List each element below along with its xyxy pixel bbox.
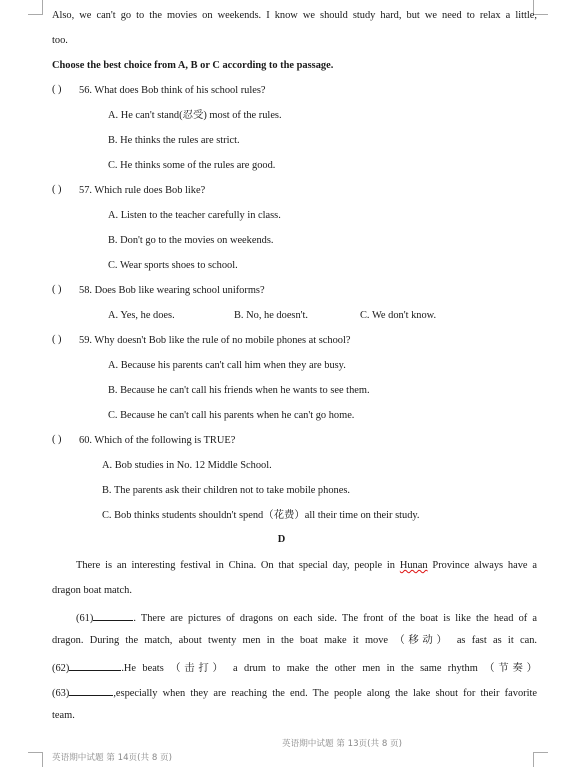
blank-61[interactable] [93,609,133,621]
passage-d-text: ,especially when they are reaching the end. The people along the lake shout for their favorite [113,688,537,699]
option-57-b: B. Don't go to the movies on weekends. [108,235,274,246]
passage-d-text: There is an interesting festival in China. On that special day, people in [76,560,400,571]
option-56-b: B. He thinks the rules are strict. [108,135,240,146]
option-56-c: C. He thinks some of the rules are good. [108,160,276,171]
intro-line-2: too. [52,35,68,46]
option-60-a: A. Bob studies in No. 12 Middle School. [102,460,272,471]
option-60-b: B. The parents ask their children not to take mobile phones. [102,485,350,496]
passage-d-text: . There are pictures of dragons on each side. The front of the boat is like the head of a [133,613,537,624]
answer-blank-57[interactable]: ( ) [52,184,62,195]
section-heading-d: D [277,534,286,545]
blank-63-number: (63) [52,688,70,699]
blank-61-number: (61) [76,613,94,624]
question-56: 56. What does Bob think of his school rules? [79,85,266,96]
option-57-a: A. Listen to the teacher carefully in class. [108,210,281,221]
option-58-c: C. We don't know. [360,310,437,321]
answer-blank-58[interactable]: ( ) [52,284,62,295]
option-60-c: C. Bob thinks students shouldn't spend（花费）all their time on their study. [102,510,420,521]
answer-blank-56[interactable]: ( ) [52,84,62,95]
option-57-c: C. Wear sports shoes to school. [108,260,238,271]
option-56-a: A. He can't stand(忍受) most of the rules. [108,110,282,121]
passage-d-line-3 [76,609,537,626]
question-60: 60. Which of the following is TRUE? [79,435,236,446]
answer-blank-60[interactable]: ( ) [52,434,62,445]
question-57: 57. Which rule does Bob like? [79,185,206,196]
passage-d-line-4: dragon. During the match, about twenty men in the boat make it move （移动） as fast as it can. [52,635,537,646]
footer-left: 英语期中试题 第 14页(共 8 页) [52,753,172,763]
option-58-a: A. Yes, he does. [108,310,175,321]
passage-d-line-6 [52,684,537,701]
instruction: Choose the best choice from A, B or C according to the passage. [52,60,334,71]
passage-d-line-2: dragon boat match. [52,585,132,596]
province-name: Hunan [399,560,428,571]
passage-d-line-7: team. [52,710,75,721]
passage-d-text: Province always have a [427,560,537,571]
blank-62[interactable] [69,659,121,671]
option-59-a: A. Because his parents can't call him when they are busy. [108,360,346,371]
blank-63[interactable] [69,684,113,696]
crop-mark-bottom-left [28,752,43,767]
option-59-c: C. Because he can't call his parents when he can't go home. [108,410,355,421]
footer-center: 英语期中试题 第 13页(共 8 页) [282,739,402,749]
question-59: 59. Why doesn't Bob like the rule of no mobile phones at school? [79,335,351,346]
option-58-b: B. No, he doesn't. [234,310,309,321]
answer-blank-59[interactable]: ( ) [52,334,62,345]
passage-d-line-1 [76,559,537,573]
crop-mark-bottom-right [533,752,548,767]
question-58: 58. Does Bob like wearing school uniforms? [79,285,265,296]
intro-line-1: Also, we can't go to the movies on weekends. I know we should study hard, but we need to relax a little, [52,10,537,21]
blank-62-number: (62) [52,663,70,674]
option-59-b: B. Because he can't call his friends when he wants to see them. [108,385,370,396]
passage-d-text: .He beats （击打） a drum to make the other men in the same rhythm （节奏） [121,663,537,674]
crop-mark-top-left [28,0,43,15]
passage-d-line-5 [52,659,537,676]
